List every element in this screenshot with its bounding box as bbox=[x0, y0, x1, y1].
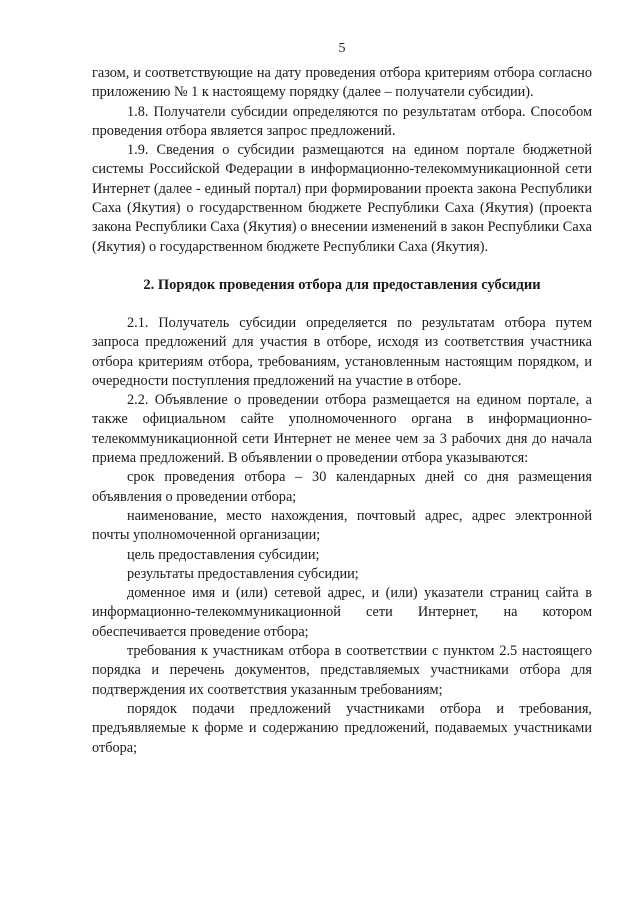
section-heading: 2. Порядок проведения отбора для предоставления субсидии bbox=[143, 276, 541, 293]
list-item-results: результаты предоставления субсидии; bbox=[127, 565, 359, 582]
document-body bbox=[92, 64, 592, 758]
paragraph-2-1: 2.1. Получатель субсидии определяется по результатам отбора путем запроса предложений для участия в отборе, исходя из соответствия участника отбора критериям отбора, требованиям, установленным настоящим порядком, и очередности поступления предложений на участие в отборе. bbox=[92, 314, 592, 389]
list-item-deadline: срок проведения отбора – 30 календарных дней со дня размещения объявления о проведении отбора; bbox=[92, 469, 592, 505]
list-item-purpose: цель предоставления субсидии; bbox=[127, 546, 320, 563]
list-item-requirements: требования к участникам отбора в соответствии с пунктом 2.5 настоящего порядка и перечень документов, представляемых участниками отбора для подтверждения их соответствия указанным требованиям; bbox=[92, 643, 592, 698]
paragraph-1-8: 1.8. Получатели субсидии определяются по результатам отбора. Способом проведения отбора является запрос предложений. bbox=[92, 103, 592, 139]
list-item-submission: порядок подачи предложений участниками отбора и требования, предъявляемые к форме и содержанию предложений, подаваемых участниками отбора; bbox=[92, 700, 592, 756]
list-item-organization: наименование, место нахождения, почтовый адрес, адрес электронной почты уполномоченной организации; bbox=[92, 507, 592, 544]
paragraph-1-9: 1.9. Сведения о субсидии размещаются на едином портале бюджетной системы Российской Федерации в информационно-телекоммуникационной сети Интернет (далее - единый портал) при формировании проекта закона Республики Саха (Якутия) о государственном бюджете Республики Саха (Якутия) (проекта закона Республики Саха (Якутия) о внесении изменений в закон Республики Саха (Якутия) о государственном бюджете Республики Саха (Якутия). bbox=[92, 142, 592, 255]
list-item-domain: доменное имя и (или) сетевой адрес, и (или) указатели страниц сайта в информационно-телекоммуникационной сети Интернет, на котором обеспечивается проведение отбора; bbox=[92, 585, 592, 640]
paragraph-2-2: 2.2. Объявление о проведении отбора размещается на едином портале, а также официальном сайте уполномоченного органа в информационно-телекоммуникационной сети Интернет не менее чем за 3 рабочих дня до начала приема предложений. В объявлении о проведении отбора указываются: bbox=[92, 392, 592, 467]
paragraph-continued: газом, и соответствующие на дату проведения отбора критериям отбора согласно приложению № 1 к настоящему порядку (далее – получатели субсидии). bbox=[92, 65, 592, 101]
page-number: 5 bbox=[338, 41, 346, 56]
